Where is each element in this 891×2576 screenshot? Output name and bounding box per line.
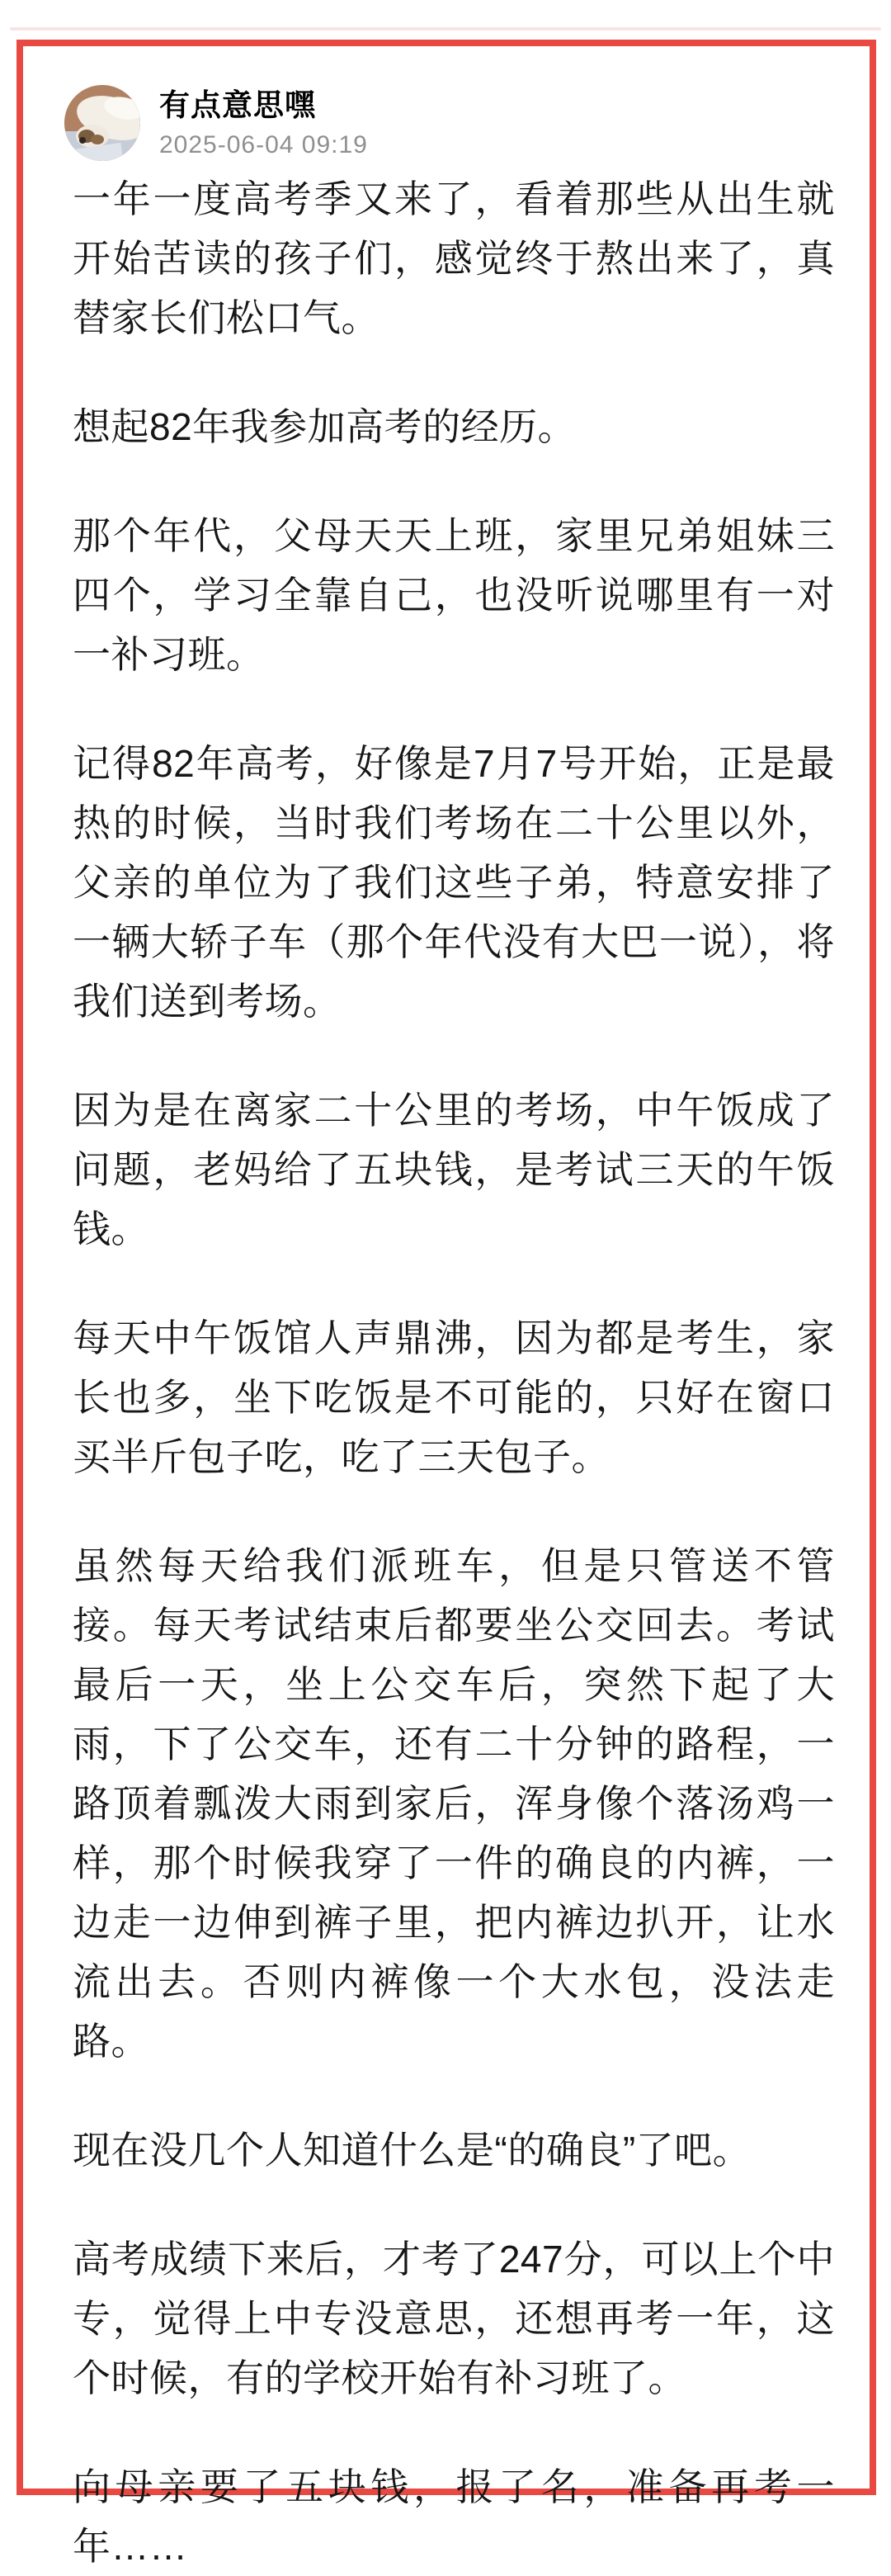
post-paragraph: 每天中午饭馆人声鼎沸，因为都是考生，家长也多，坐下吃饭是不可能的，只好在窗口买半斤包子吃，吃了三天包子。 xyxy=(73,1316,835,1478)
top-divider xyxy=(10,27,881,31)
post-paragraph: 虽然每天给我们派班车，但是只管送不管接。每天考试结束后都要坐公交回去。考试最后一天，坐上公交车后，突然下起了大雨，下了公交车，还有二十分钟的路程，一路顶着瓢泼大雨到家后，浑身像个落汤鸡一样，那个时候我穿了一件的确良的内裤，一边走一边伸到裤子里，把内裤边扒开，让水流出去。否则内裤像一个大水包，没法走路。 xyxy=(73,1544,835,2063)
avatar[interactable] xyxy=(64,85,140,161)
post-paragraph: 向母亲要了五块钱，报了名，准备再考一年…… xyxy=(73,2465,835,2568)
author-name[interactable]: 有点意思嘿 xyxy=(159,88,316,122)
post-paragraph: 现在没几个人知道什么是“的确良”了吧。 xyxy=(73,2129,752,2172)
post-body xyxy=(73,169,835,2576)
post-header xyxy=(64,85,870,161)
dog-photo-icon xyxy=(64,85,140,161)
post-paragraph: 一年一度高考季又来了，看着那些从出生就开始苦读的孩子们，感觉终于熬出来了，真替家长们松口气。 xyxy=(73,177,835,339)
post-paragraph: 记得82年高考，好像是7月7号开始，正是最热的时候，当时我们考场在二十公里以外，父亲的单位为了我们这些子弟，特意安排了一辆大轿子车（那个年代没有大巴一说），将我们送到考场。 xyxy=(73,742,835,1023)
post-paragraph: 想起82年我参加高考的经历。 xyxy=(73,405,577,448)
post-paragraph: 因为是在离家二十公里的考场，中午饭成了问题，老妈给了五块钱，是考试三天的午饭钱。 xyxy=(73,1089,835,1250)
author-block xyxy=(159,85,368,159)
post-timestamp: 2025-06-04 09:19 xyxy=(159,131,368,158)
post-paragraph: 那个年代，父母天天上班，家里兄弟姐妹三四个，学习全靠自己，也没听说哪里有一对一补习班。 xyxy=(73,514,835,676)
post-paragraph: 高考成绩下来后，才考了247分，可以上个中专，觉得上中专没意思，还想再考一年，这个时候，有的学校开始有补习班了。 xyxy=(73,2238,835,2399)
post-card xyxy=(16,40,876,2568)
